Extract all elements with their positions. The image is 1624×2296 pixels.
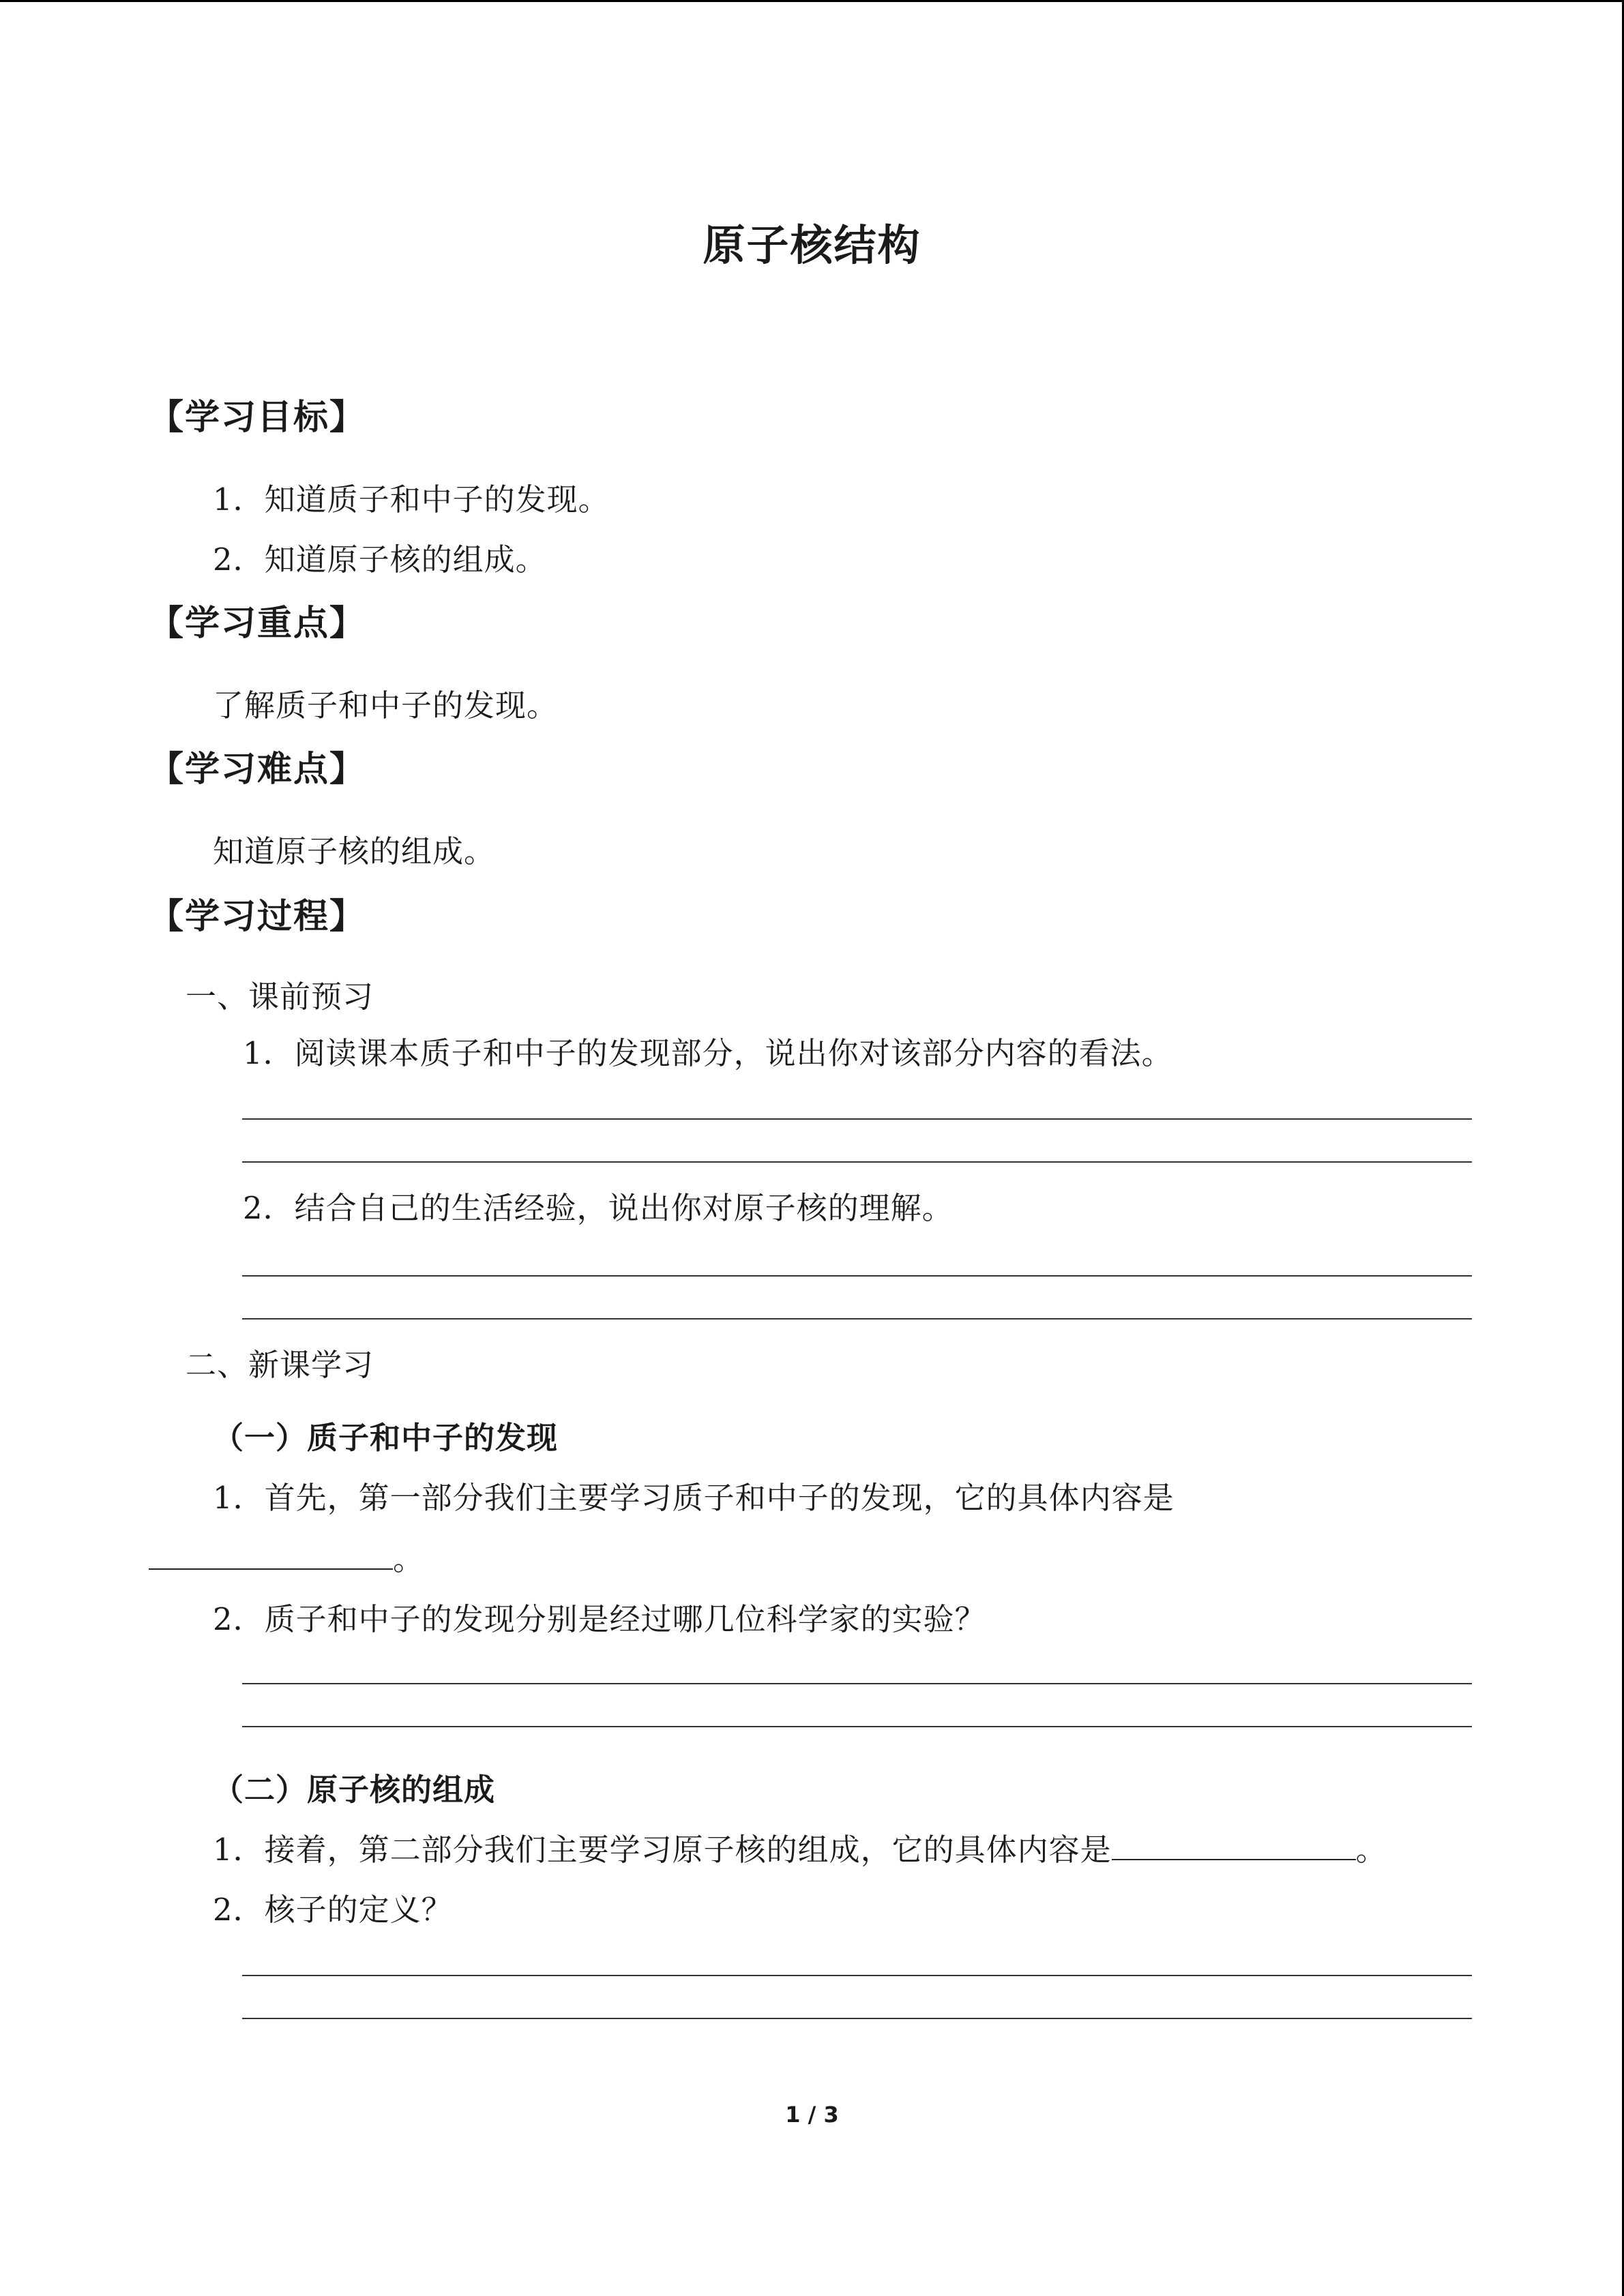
fill-blank[interactable]: [149, 1568, 393, 1570]
answer-line[interactable]: [242, 1318, 1472, 1320]
page-border-top: [0, 0, 1624, 2]
page-number: 1 / 3: [785, 2102, 839, 2128]
part2-question-1-row: [213, 1825, 1387, 1869]
fill-blank[interactable]: [1112, 1858, 1356, 1860]
part1-title: （一）质子和中子的发现: [213, 1420, 559, 1456]
answer-line[interactable]: [242, 1161, 1472, 1163]
part2-question-2: 2．核子的定义？: [213, 1892, 453, 1928]
preview-question-2: 2．结合自己的生活经验，说出你对原子核的理解。: [243, 1190, 954, 1226]
difficulties-text: 知道原子核的组成。: [213, 833, 496, 869]
answer-line[interactable]: [242, 1683, 1472, 1684]
answer-line[interactable]: [242, 2018, 1472, 2019]
period: 。: [1355, 1832, 1387, 1868]
answer-line[interactable]: [242, 1726, 1472, 1727]
part1-question-1: 1．首先，第一部分我们主要学习质子和中子的发现，它的具体内容是: [213, 1480, 1175, 1516]
part1-fill-row: [149, 1534, 424, 1579]
difficulties-heading: 【学习难点】: [149, 749, 366, 790]
part1-question-2: 2．质子和中子的发现分别是经过哪几位科学家的实验？: [213, 1601, 986, 1637]
process-heading: 【学习过程】: [149, 897, 366, 937]
preview-label: 一、课前预习: [186, 979, 374, 1015]
part2-question-1: 1．接着，第二部分我们主要学习原子核的组成，它的具体内容是: [213, 1832, 1112, 1868]
key-points-heading: 【学习重点】: [149, 603, 366, 644]
objective-item: 2．知道原子核的组成。: [213, 541, 547, 578]
objectives-heading: 【学习目标】: [149, 398, 366, 438]
objective-item: 1．知道质子和中子的发现。: [213, 481, 610, 518]
page-title: 原子核结构: [703, 220, 921, 270]
period: 。: [393, 1541, 425, 1577]
answer-line[interactable]: [242, 1275, 1472, 1277]
preview-question-1: 1．阅读课本质子和中子的发现部分，说出你对该部分内容的看法。: [243, 1035, 1173, 1071]
new-lesson-label: 二、新课学习: [186, 1347, 374, 1383]
answer-line[interactable]: [242, 1975, 1472, 1976]
key-points-text: 了解质子和中子的发现。: [213, 687, 559, 724]
answer-line[interactable]: [242, 1118, 1472, 1120]
part2-title: （二）原子核的组成: [213, 1772, 496, 1808]
